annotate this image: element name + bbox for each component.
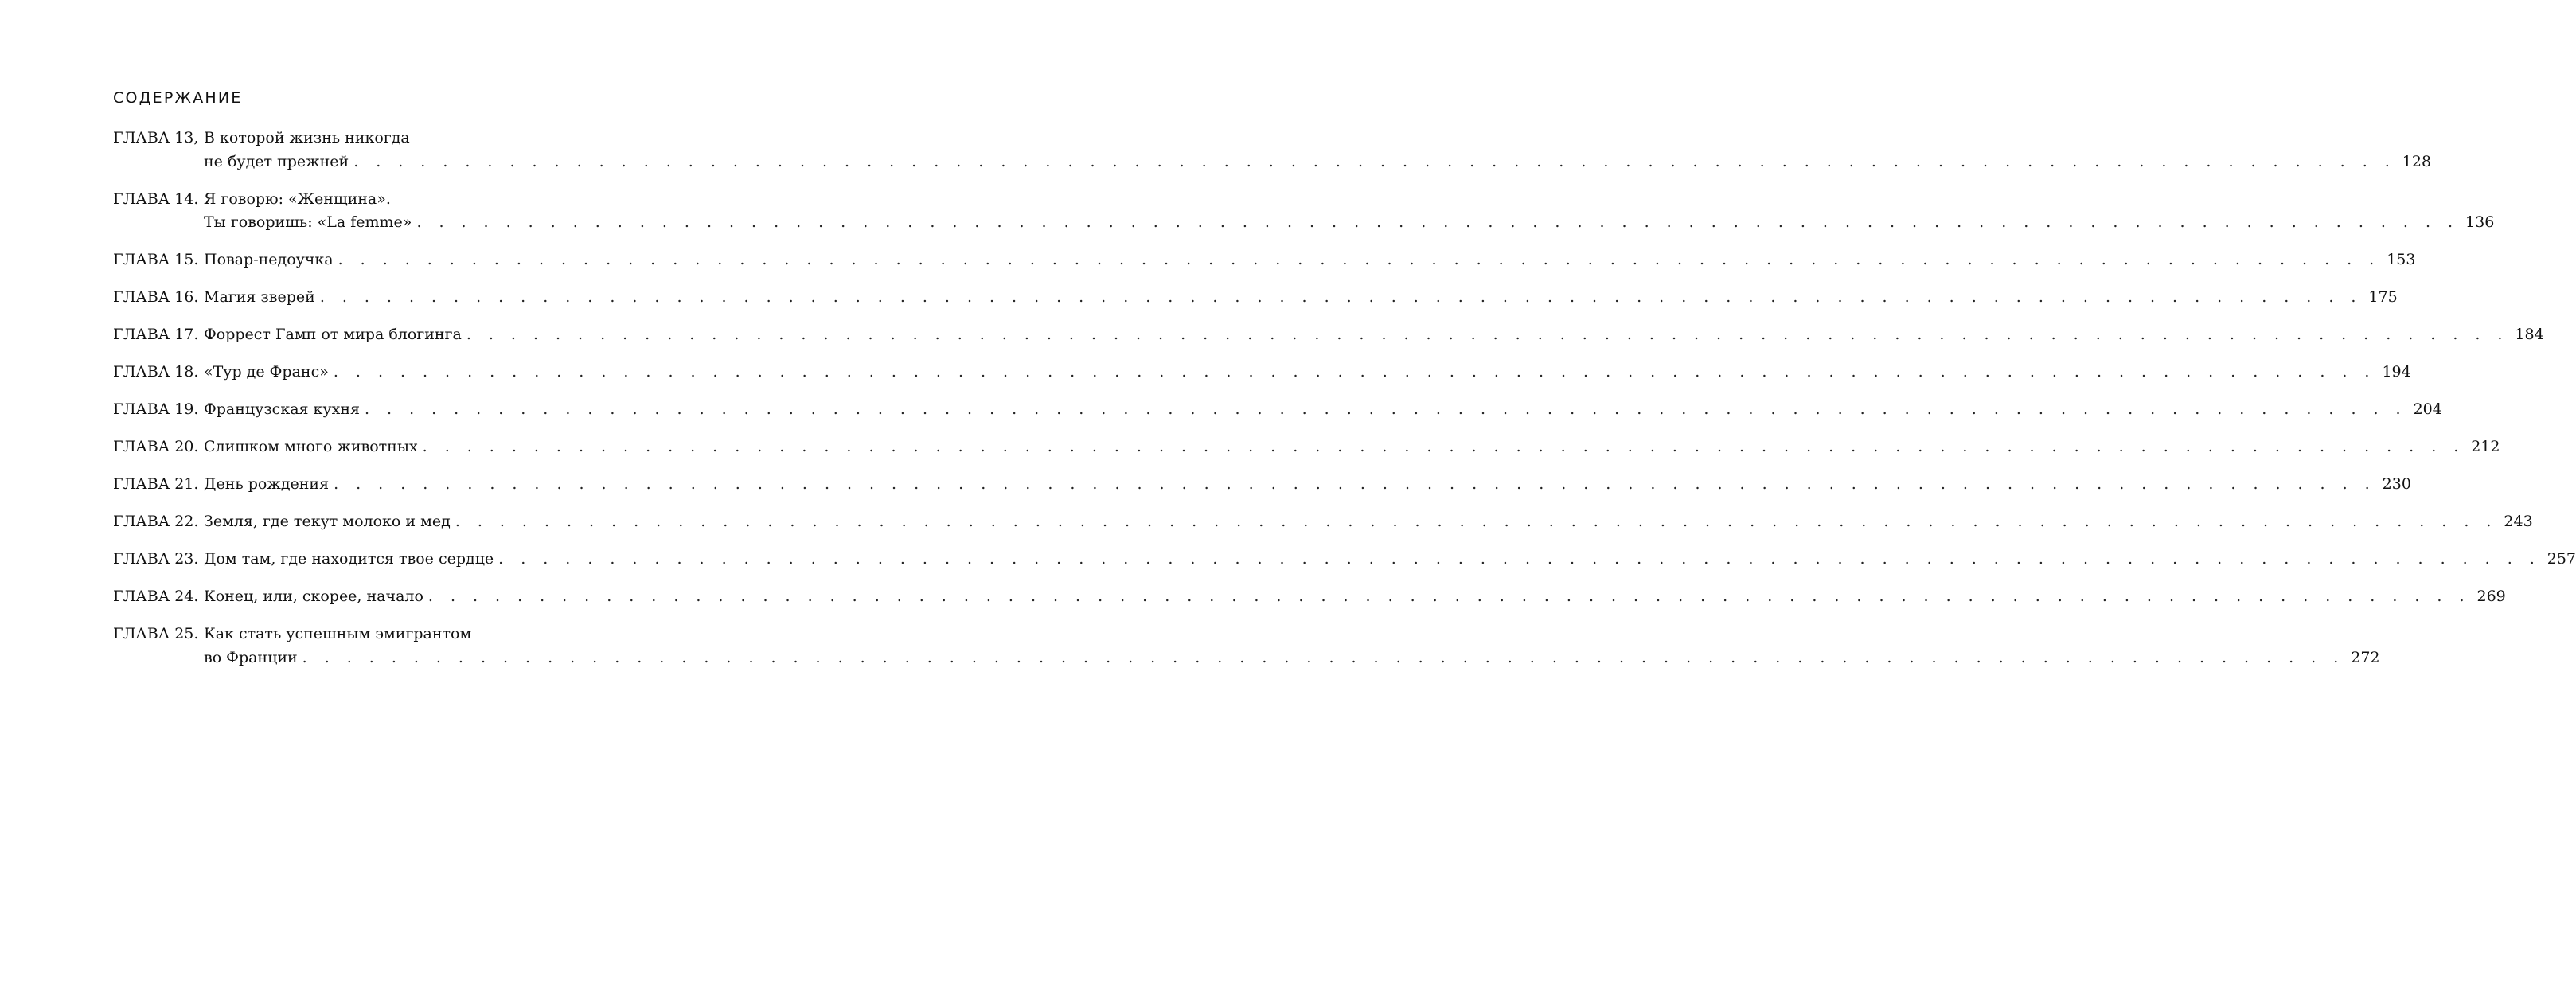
chapter-title-line: Магия зверей [204, 288, 315, 306]
chapter-title-line: День рождения [204, 475, 330, 493]
chapter-title-block [204, 623, 2380, 670]
chapter-title-line: Я говорю: «Женщина». [204, 189, 391, 208]
chapter-title-line: Форрест Гамп от мира блогинга [204, 326, 462, 343]
chapter-label: ГЛАВА 19. [113, 400, 199, 418]
page-number: 175 [2368, 288, 2398, 306]
chapter-label: ГЛАВА 15. [113, 251, 199, 268]
toc-entry[interactable] [113, 248, 2416, 272]
page-number: 194 [2382, 363, 2411, 381]
page-number: 184 [2515, 326, 2544, 343]
dot-leader: . . . . . . . . . . . . . . . . . . . . . . . . . . . . . . . . . . . . . . . . . . . . . . . . . . . . . . . . . . . . . . . . . . . . . . . . . . . . . . . . . . . . . . . . . . . . [353, 152, 2396, 170]
chapter-leader-line [204, 646, 2380, 670]
chapter-title-line: «Тур де Франс» [204, 363, 329, 381]
toc-entry[interactable] [113, 623, 2380, 670]
toc-list [113, 127, 2576, 684]
page-number: 230 [2382, 475, 2411, 493]
chapter-title-block [204, 361, 2411, 385]
chapter-label: ГЛАВА 21. [113, 475, 199, 493]
toc-entry[interactable] [113, 286, 2398, 310]
toc-entry[interactable] [113, 435, 2500, 459]
dot-leader: . . . . . . . . . . . . . . . . . . . . . . . . . . . . . . . . . . . . . . . . . . . . . . . . . . . . . . . . . . . . . . . . . . . . . . . . . . . . . . . . . . . . . . . . . . . . [364, 400, 2407, 418]
page-number: 257 [2547, 550, 2576, 568]
dot-leader: . . . . . . . . . . . . . . . . . . . . . . . . . . . . . . . . . . . . . . . . . . . . . . . . . . . . . . . . . . . . . . . . . . . . . . . . . . . . . . . . . . . . . . . . . . . . [416, 213, 2460, 231]
chapter-title-block [204, 435, 2500, 459]
page-number: 243 [2504, 513, 2533, 530]
dot-leader: . . . . . . . . . . . . . . . . . . . . . . . . . . . . . . . . . . . . . . . . . . . . . . . . . . . . . . . . . . . . . . . . . . . . . . . . . . . . . . . . . . . . . . . . . . . . [427, 588, 2471, 605]
dot-leader: . . . . . . . . . . . . . . . . . . . . . . . . . . . . . . . . . . . . . . . . . . . . . . . . . . . . . . . . . . . . . . . . . . . . . . . . . . . . . . . . . . . . . . . . . . . . [455, 513, 2498, 530]
chapter-title-block [204, 398, 2442, 422]
toc-entry[interactable] [113, 361, 2411, 385]
chapter-leader-line [204, 286, 2398, 310]
chapter-title-block [204, 473, 2411, 497]
chapter-title-block [204, 585, 2506, 609]
chapter-title-line: Слишком много животных [204, 438, 418, 455]
chapter-label: ГЛАВА 20. [113, 438, 199, 455]
chapter-label: ГЛАВА 25. [113, 625, 199, 642]
chapter-title-block [204, 127, 2432, 174]
chapter-title-line: Французская кухня [204, 400, 360, 418]
chapter-title-line: не будет прежней [204, 152, 349, 170]
chapter-label: ГЛАВА 16. [113, 288, 199, 306]
chapter-title-line: Как стать успешным эмигрантом [204, 625, 472, 642]
chapter-label: ГЛАВА 14. [113, 189, 199, 208]
chapter-title-line: В которой жизнь никогда [204, 129, 410, 146]
chapter-leader-line [204, 510, 2533, 534]
dot-leader: . . . . . . . . . . . . . . . . . . . . . . . . . . . . . . . . . . . . . . . . . . . . . . . . . . . . . . . . . . . . . . . . . . . . . . . . . . . . . . . . . . . . . . . . . . . . [466, 326, 2509, 343]
chapter-leader-line [204, 398, 2442, 422]
dot-leader: . . . . . . . . . . . . . . . . . . . . . . . . . . . . . . . . . . . . . . . . . . . . . . . . . . . . . . . . . . . . . . . . . . . . . . . . . . . . . . . . . . . . . . . . . . . . [319, 288, 2363, 306]
chapter-label: ГЛАВА 18. [113, 363, 199, 381]
dot-leader: . . . . . . . . . . . . . . . . . . . . . . . . . . . . . . . . . . . . . . . . . . . . . . . . . . . . . . . . . . . . . . . . . . . . . . . . . . . . . . . . . . . . . . . . . . . . [338, 251, 2381, 268]
chapter-leader-line [204, 150, 2432, 174]
page-number: 204 [2413, 400, 2442, 418]
toc-entry[interactable] [113, 473, 2411, 497]
chapter-title-block [204, 286, 2398, 310]
chapter-leader-line [204, 211, 2495, 235]
dot-leader: . . . . . . . . . . . . . . . . . . . . . . . . . . . . . . . . . . . . . . . . . . . . . . . . . . . . . . . . . . . . . . . . . . . . . . . . . . . . . . . . . . . . . . . . . . . . [334, 475, 2376, 493]
dot-leader: . . . . . . . . . . . . . . . . . . . . . . . . . . . . . . . . . . . . . . . . . . . . . . . . . . . . . . . . . . . . . . . . . . . . . . . . . . . . . . . . . . . . . . . . . . . . [422, 438, 2465, 455]
page-number: 212 [2471, 438, 2500, 455]
page-number: 153 [2387, 251, 2416, 268]
chapter-title-line: Конец, или, скорее, начало [204, 588, 423, 605]
chapter-title-line: Повар-недоучка [204, 251, 334, 268]
chapter-title-line: Дом там, где находится твое сердце [204, 550, 494, 568]
chapter-title-block [204, 188, 2495, 235]
chapter-label: ГЛАВА 17. [113, 326, 199, 343]
chapter-label: ГЛАВА 13, [113, 129, 199, 146]
page-number: 136 [2465, 213, 2495, 231]
dot-leader: . . . . . . . . . . . . . . . . . . . . . . . . . . . . . . . . . . . . . . . . . . . . . . . . . . . . . . . . . . . . . . . . . . . . . . . . . . . . . . . . . . . . . . . . . . . . [302, 648, 2345, 666]
chapter-label: ГЛАВА 24. [113, 588, 199, 605]
toc-entry[interactable] [113, 323, 2544, 347]
dot-leader: . . . . . . . . . . . . . . . . . . . . . . . . . . . . . . . . . . . . . . . . . . . . . . . . . . . . . . . . . . . . . . . . . . . . . . . . . . . . . . . . . . . . . . . . . . . . [333, 363, 2376, 381]
toc-entry[interactable] [113, 127, 2432, 174]
toc-entry[interactable] [113, 585, 2506, 609]
page-number: 128 [2402, 152, 2432, 170]
chapter-title-line: Земля, где текут молоко и мед [204, 513, 451, 530]
toc-entry[interactable] [113, 510, 2533, 534]
toc-entry[interactable] [113, 548, 2576, 572]
chapter-title-block [204, 248, 2416, 272]
chapter-leader-line [204, 323, 2544, 347]
chapter-label: ГЛАВА 23. [113, 550, 199, 568]
chapter-title-line: во Франции [204, 648, 298, 666]
chapter-title-line: Ты говоришь: «La femme» [204, 213, 412, 231]
toc-entry[interactable] [113, 398, 2442, 422]
chapter-leader-line [204, 548, 2576, 572]
toc-entry[interactable] [113, 188, 2495, 235]
toc-heading: СОДЕРЖАНИЕ [113, 89, 243, 107]
chapter-leader-line [204, 473, 2411, 497]
chapter-label: ГЛАВА 22. [113, 513, 199, 530]
chapter-leader-line [204, 585, 2506, 609]
chapter-leader-line [204, 248, 2416, 272]
page-number: 272 [2351, 648, 2380, 666]
dot-leader: . . . . . . . . . . . . . . . . . . . . . . . . . . . . . . . . . . . . . . . . . . . . . . . . . . . . . . . . . . . . . . . . . . . . . . . . . . . . . . . . . . . . . . . . . . . . [498, 550, 2541, 568]
chapter-title-block [204, 510, 2533, 534]
chapter-leader-line [204, 361, 2411, 385]
chapter-leader-line [204, 435, 2500, 459]
chapter-title-block [204, 548, 2576, 572]
chapter-title-block [204, 323, 2544, 347]
page-number: 269 [2476, 588, 2506, 605]
